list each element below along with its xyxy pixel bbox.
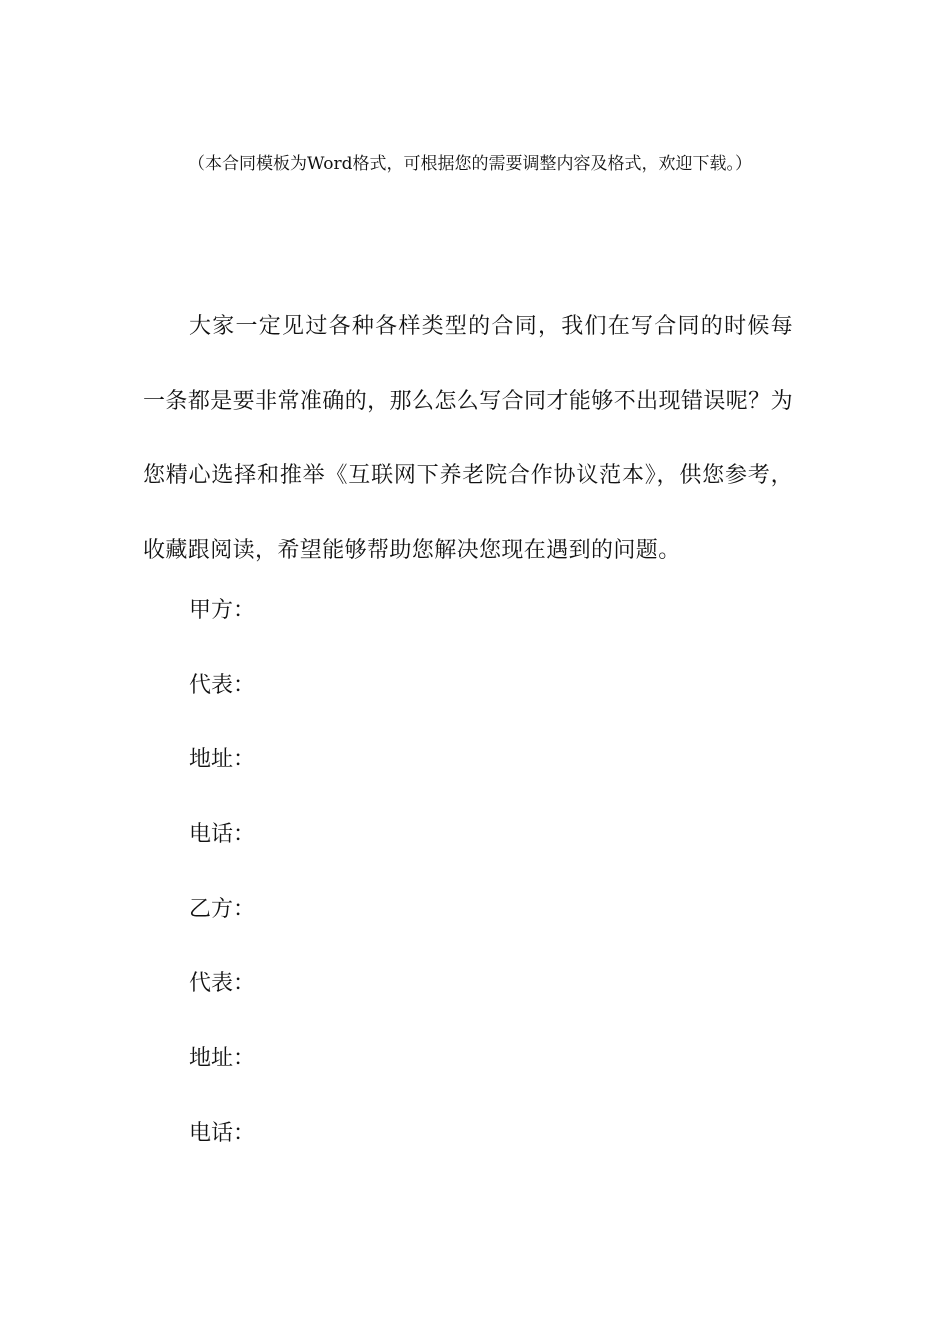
template-note: （本合同模板为Word格式，可根据您的需要调整内容及格式，欢迎下载。）	[187, 154, 753, 174]
party-a-phone: 电话：	[189, 822, 256, 847]
party-b-label: 乙方：	[189, 897, 256, 922]
party-b-address: 地址：	[189, 1046, 256, 1071]
party-a-label: 甲方：	[189, 598, 256, 623]
intro-paragraph: 大家一定见过各种各样类型的合同，我们在写合同的时候每一条都是要非常准确的，那么怎么写合同才能够不出现错误呢？为您精心选择和推举《互联网下养老院合作协议范本》，供您参考，收藏跟阅读，希望能够帮助您解决您现在遇到的问题。	[143, 314, 793, 563]
party-b-representative: 代表：	[189, 971, 256, 996]
party-a-address: 地址：	[189, 747, 256, 772]
party-b-phone: 电话：	[189, 1121, 256, 1146]
party-a-representative: 代表：	[189, 673, 256, 698]
